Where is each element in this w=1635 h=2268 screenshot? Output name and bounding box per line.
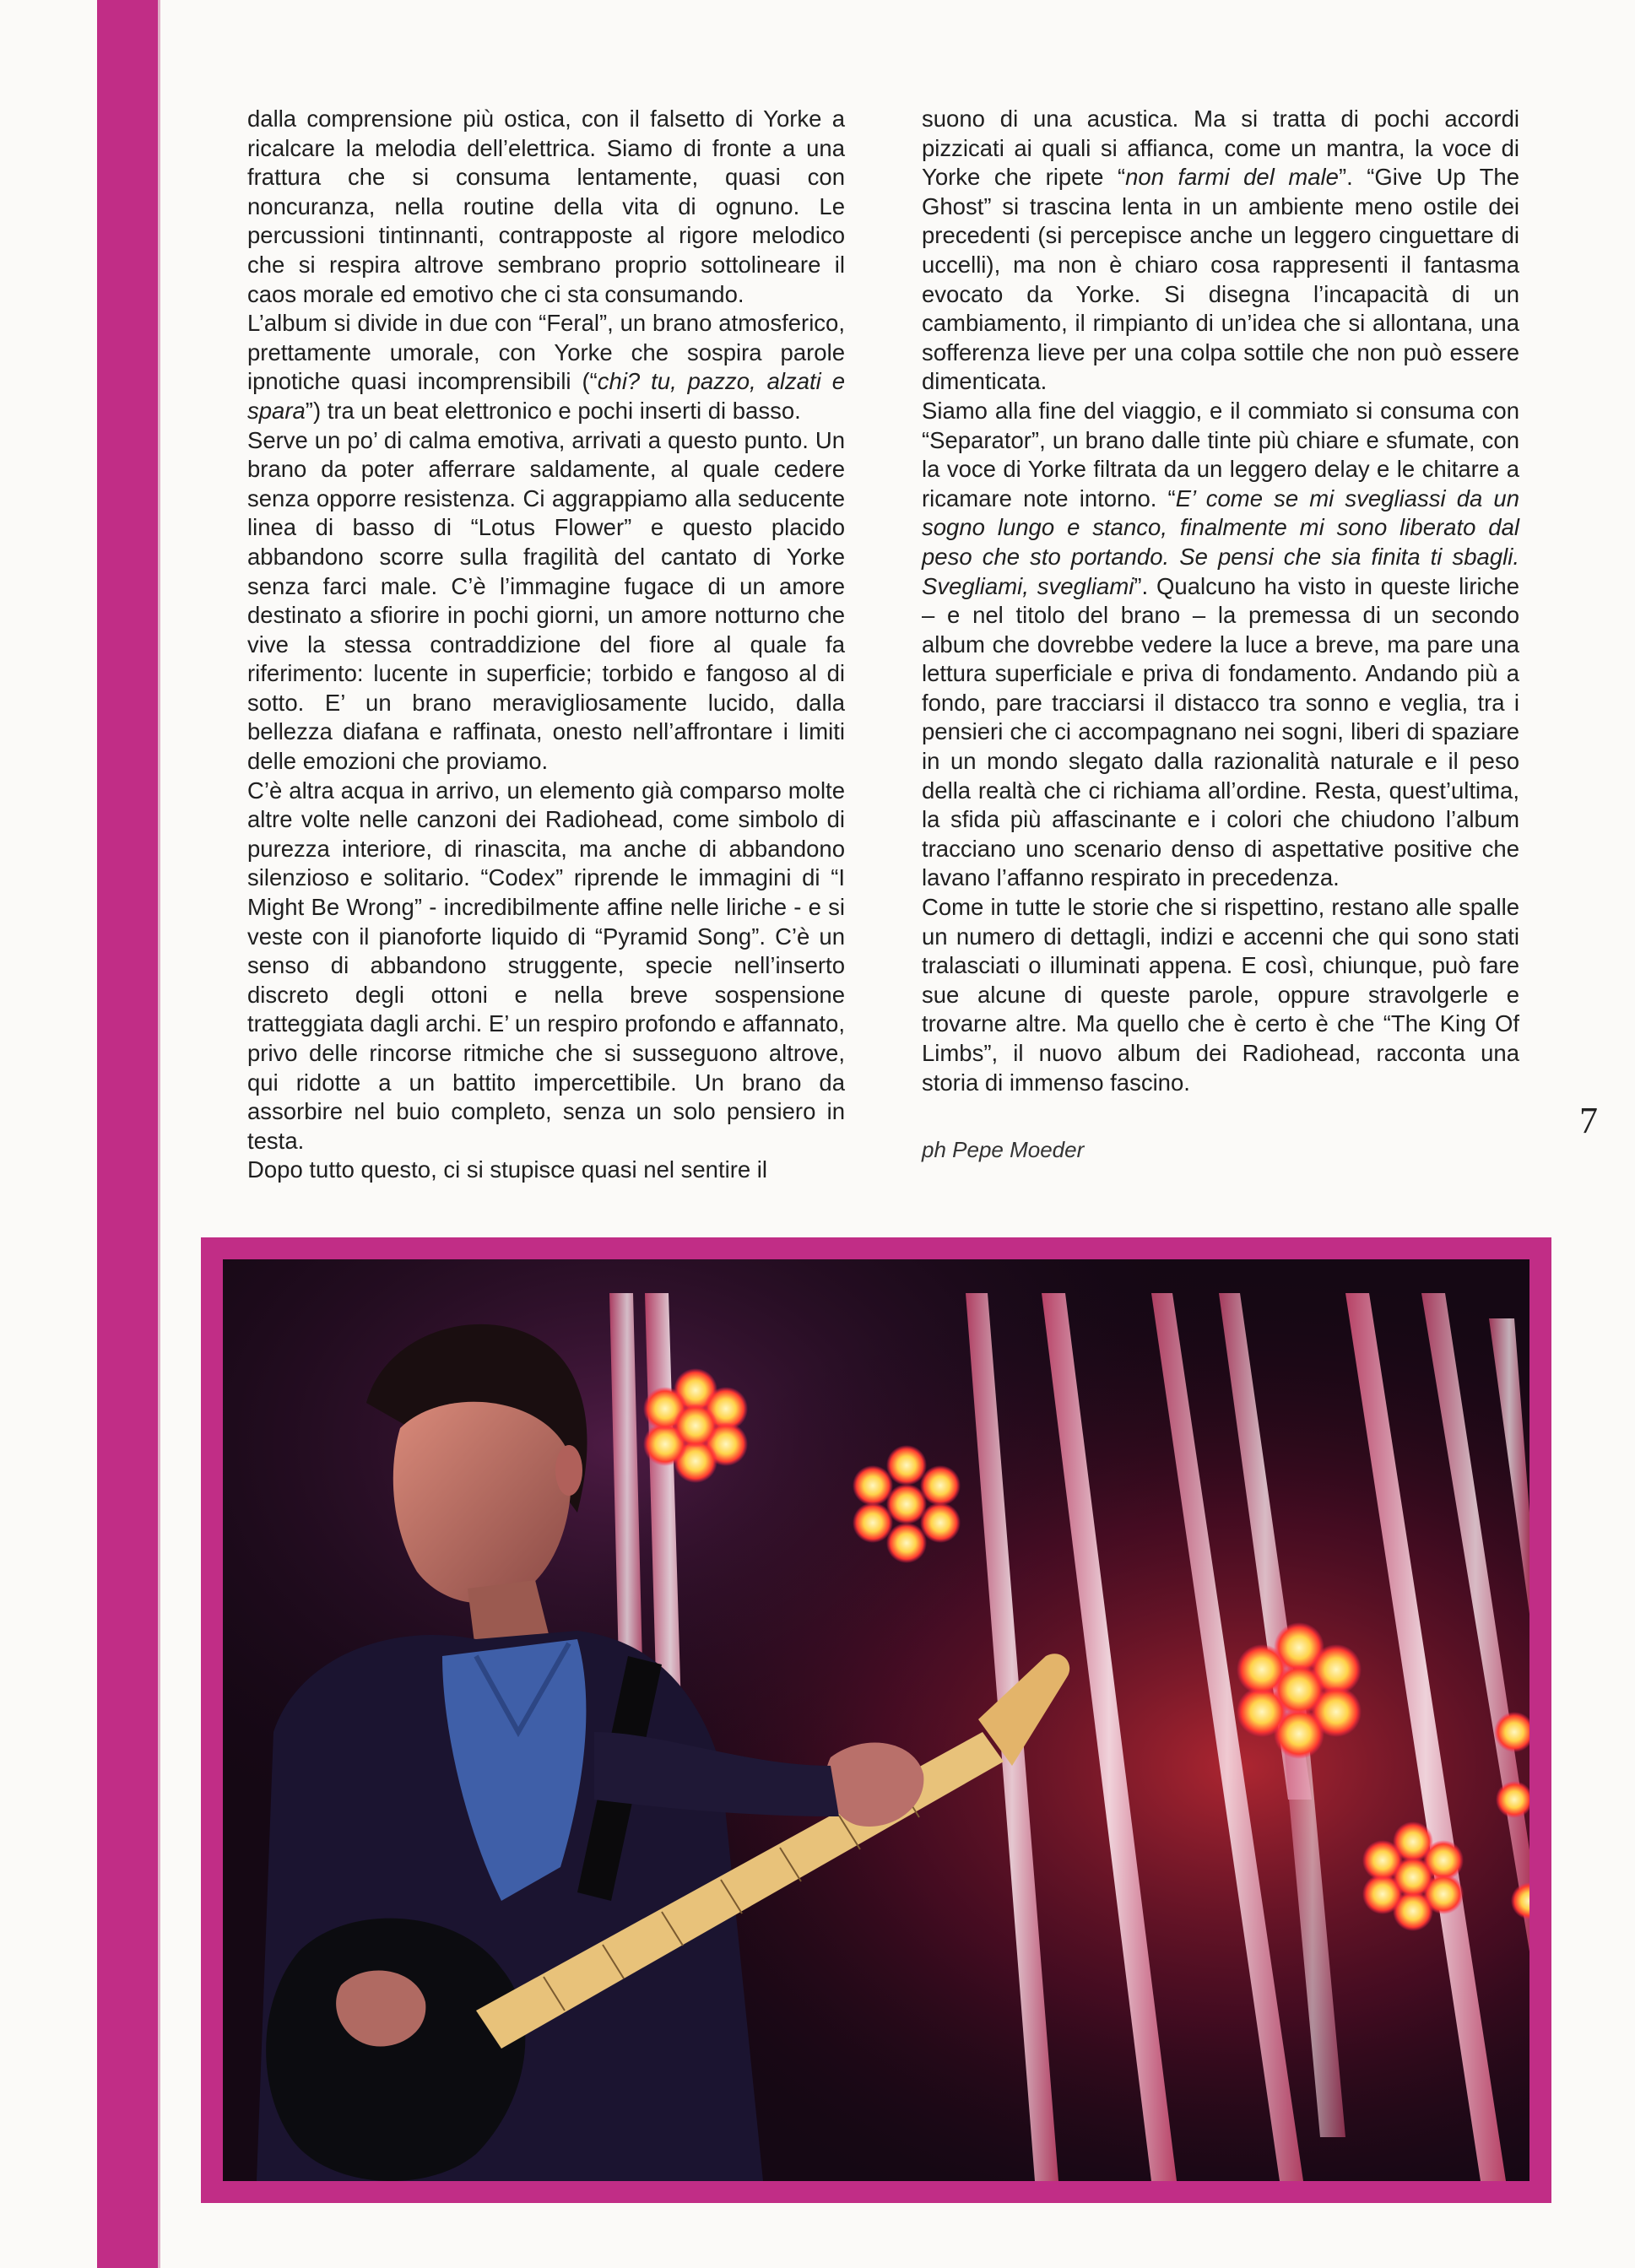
italic-quote: chi? tu, pazzo, alzati e spara [247, 368, 845, 424]
text-run: Dopo tutto questo, ci si stupisce quasi nel sentire il [247, 1156, 768, 1183]
text-run: C’è altra acqua in arrivo, un elemento già comparso molte altre volte nelle canzoni dei Radiohead, come simbolo di purezza interiore, di rinascita, ma anche di abbandono silenzioso e solitario. “Codex” riprende le immagini di “I Might Be Wrong” - incredibilmente affine nelle liriche - e si veste con il pianoforte liquido di “Pyramid Song”. C’è un senso di abbandono struggente, specie nell’inserto discreto degli ottoni e nella breve sospensione tratteggiata dagli archi. E’ un respiro profondo e affannato, privo delle rincorse ritmiche che si susseguono altrove, qui ridotte a un battito impercettibile. Un brano da assorbire nel buio completo, senza un solo pensiero in testa. [247, 777, 845, 1154]
article-paragraph [247, 105, 845, 309]
text-run: Serve un po’ di calma emotiva, arrivati a questo punto. Un brano da poter afferrare saldamente, al quale cedere senza opporre resistenza. Ci aggrappiamo alla seducente linea di basso di “Lotus Flower” e questo placido abbandono scorre sulla fragilità del cantato di Yorke senza farci male. C’è l’immagine fugace di un amore destinato a sfiorire in pochi giorni, un amore notturno che vive la stessa contraddizione del fiore al quale fa riferimento: lucente in superficie; torbido e fangoso al di sotto. E’ un brano meravigliosamente lucido, dalla bellezza diafana e raffinata, onesto nell’affrontare i limiti delle emozioni che proviamo. [247, 426, 845, 775]
text-run: ”. “Give Up The Ghost” si trascina lenta in un ambiente meno ostile dei precedenti (si percepisce anche un leggero cinguettare di uccelli), ma non è chiaro cosa rappresenti il fantasma evocato da Yorke. Si disegna l’incapacità di un cambiamento, il rimpianto di un’idea che si allontana, una sofferenza lieve per una colpa sottile che non può essere dimenticata. [922, 164, 1519, 395]
article-paragraph [247, 426, 845, 777]
article-column-left [247, 105, 845, 1185]
text-run: ”. Qualcuno ha visto in queste liriche – e nel titolo del brano – la premessa di un secondo album che dovrebbe vedere la luce a breve, ma pare una lettura superficiale e priva di fondamento. Andando più a fondo, pare tracciarsi il distacco tra sonno e veglia, tra i pensieri che ci accompagnano nei sogni, liberi di spaziare in un mondo slegato dalla razionalità naturale e il peso della realtà che ci richiama all’ordine. Resta, quest’ultima, la sfida più affascinante e i colori che chiudono l’album tracciano uno scenario denso di aspettative positive che lavano l’affanno respirato in precedenza. [922, 572, 1519, 891]
article-paragraph [247, 777, 845, 1156]
text-run: L’album si divide in due con “Feral”, un brano atmosferico, prettamente umorale, con Yorke che sospira parole ipnotiche quasi incomprensibili (“ [247, 310, 845, 395]
article-paragraph [247, 1156, 845, 1185]
article-paragraph [922, 397, 1519, 893]
italic-quote: E’ come se mi svegliassi da un sogno lungo e stanco, finalmente mi sono liberato dal peso che sto portando. Se pensi che sia finita ti sbagli. Svegliami, svegliami [922, 484, 1519, 599]
text-run: suono di una acustica. Ma si tratta di pochi accordi pizzicati ai quali si affianca, come un mantra, la voce di Yorke che ripete “ [922, 106, 1519, 191]
text-run: ”) tra un beat elettronico e pochi inserti di basso. [305, 397, 801, 424]
article-paragraph [247, 309, 845, 425]
page-number: 7 [1579, 1100, 1598, 1141]
text-run: Come in tutte le storie che si rispettino, restano alle spalle un numero di dettagli, indizi e accenni che qui sono stati tralasciati o illuminati appena. E così, chiunque, può fare sue alcune di queste parole, oppure stravolgerle e trovarne altre. Ma quello che è certo è che “The King Of Limbs”, il nuovo album dei Radiohead, racconta una storia di immenso fascino. [922, 894, 1519, 1096]
photo-frame [201, 1237, 1551, 2203]
photo-credit: ph Pepe Moeder [922, 1137, 1085, 1162]
text-run: dalla comprensione più ostica, con il falsetto di Yorke a ricalcare la melodia dell’elettrica. Siamo di fronte a una frattura che si consuma lentamente, quasi con noncuranza, nella routine della vita di ognuno. Le percussioni tintinnanti, contrapposte al rigore melodico che si respira altrove sembrano proprio sottolineare il caos morale ed emotivo che ci sta consumando. [247, 106, 845, 307]
article-paragraph [922, 893, 1519, 1097]
concert-photo [223, 1259, 1529, 2181]
magenta-sidebar-stripe [97, 0, 158, 2268]
sidebar-edge [158, 0, 160, 2268]
text-run: Siamo alla fine del viaggio, e il commiato si consuma con “Separator”, un brano dalle tinte più chiare e sfumate, con la voce di Yorke filtrata da un leggero delay e le chitarre a ricamare note intorno. “ [922, 397, 1519, 512]
article-paragraph [922, 105, 1519, 397]
italic-quote: non farmi del male [1125, 164, 1339, 191]
article-column-right [922, 105, 1519, 1097]
